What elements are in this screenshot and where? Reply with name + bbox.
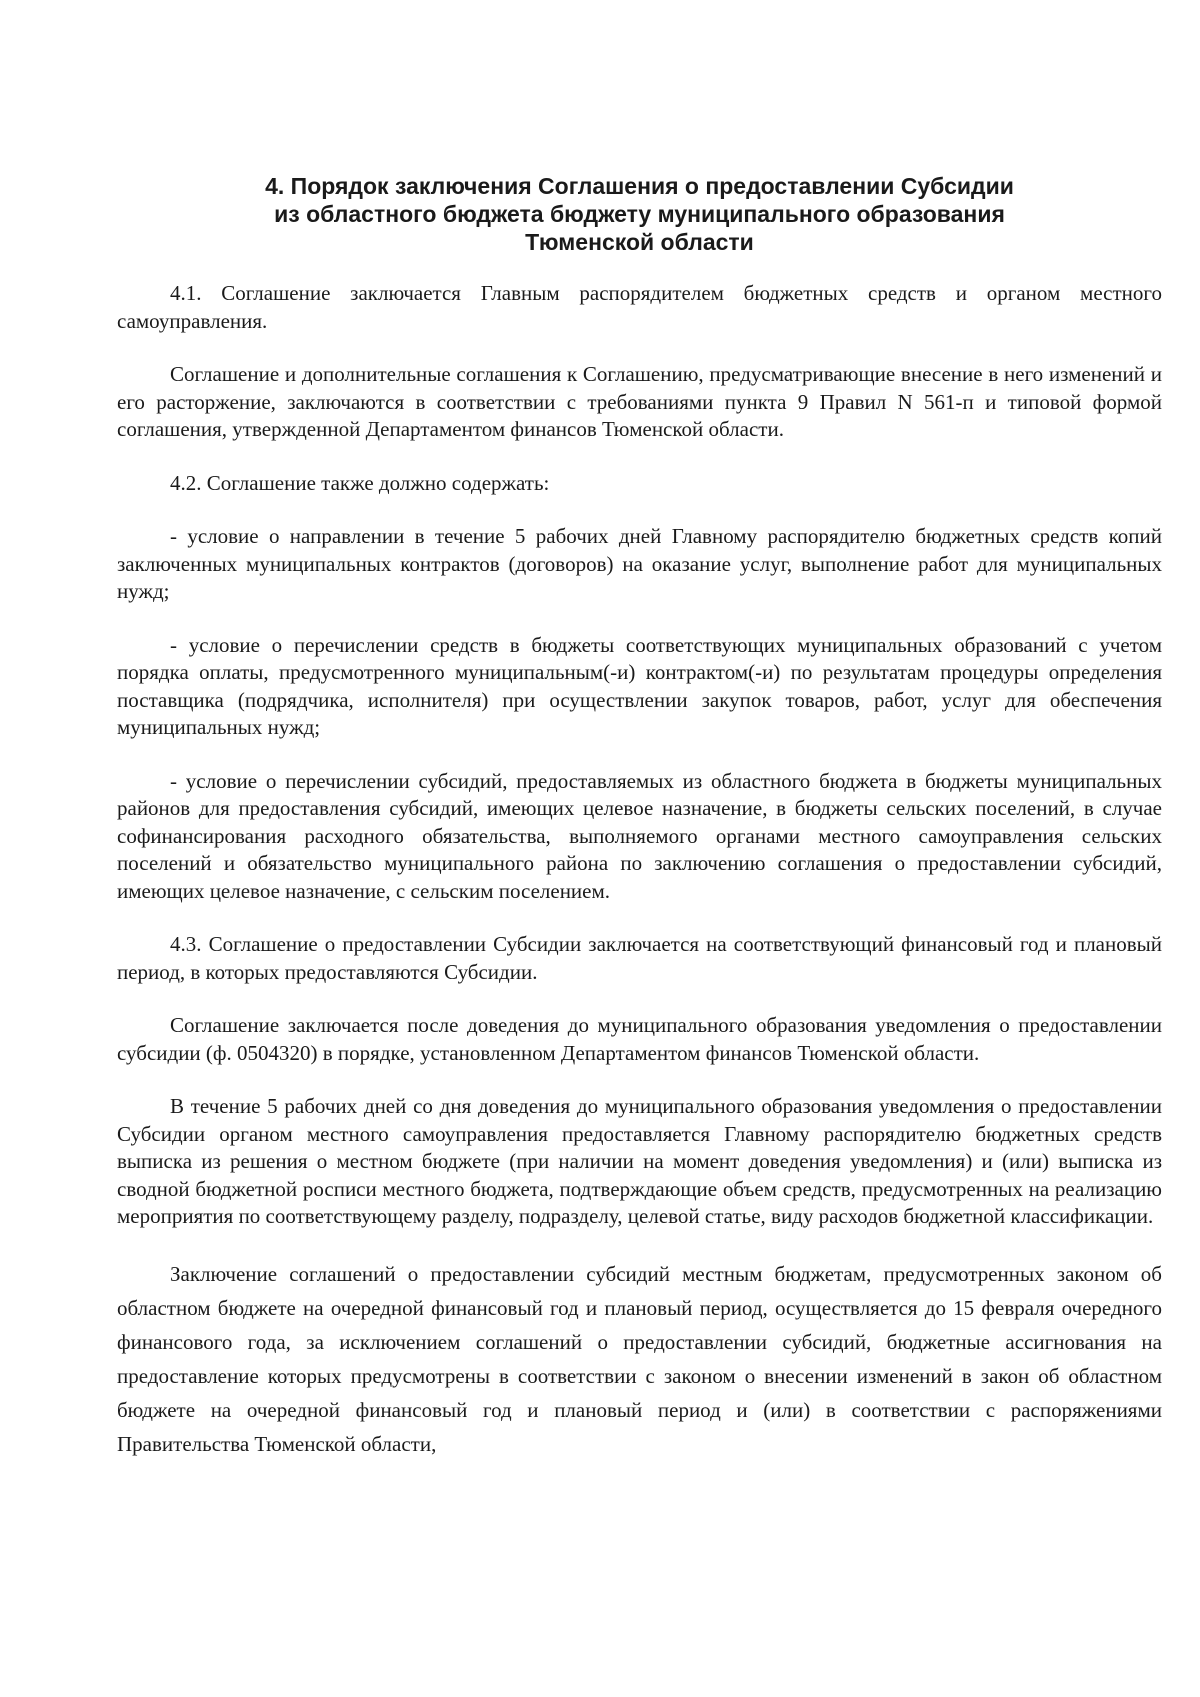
paragraph-4-1: 4.1. Соглашение заключается Главным распорядителем бюджетных средств и органом местного самоуправления.: [117, 281, 1162, 333]
section-title: [117, 172, 1162, 256]
section-title-line: из областного бюджета бюджету муниципального образования: [274, 201, 1005, 227]
paragraph-deadline: Заключение соглашений о предоставлении субсидий местным бюджетам, предусмотренных законом об областном бюджете на очередной финансовый год и плановый период, осуществляется до 15 февраля очередного финансового года, за исключением соглашений о предоставлении субсидий, бюджетные ассигнования на предоставление которых предусмотрены в соответствии с законом о внесении изменений в закон об областном бюджете на очередной финансовый год и плановый период и (или) в соответствии с распоряжениями Правительства Тюменской области,: [117, 1261, 1162, 1456]
document-page: [117, 172, 1162, 1487]
paragraph-agreement-amendments: Соглашение и дополнительные соглашения к Соглашению, предусматривающие внесение в него изменений и его расторжение, заключаются в соответствии с требованиями пункта 9 Правил N 561-п и типовой формой соглашения, утвержденной Департаментом финансов Тюменской области.: [117, 362, 1162, 441]
paragraph-condition-subsidies: - условие о перечислении субсидий, предоставляемых из областного бюджета в бюджеты муниципальных районов для предоставления субсидий, имеющих целевое назначение, в бюджеты сельских поселений, в случае софинансирования расходного обязательства, выполняемого органами местного самоуправления сельских поселений и обязательство муниципального района по заключению соглашения о предоставлении субсидий, имеющих целевое назначение, с сельским поселением.: [117, 768, 1162, 903]
paragraph-4-2: 4.2. Соглашение также должно содержать:: [170, 470, 550, 495]
paragraph-condition-contracts: - условие о направлении в течение 5 рабочих дней Главному распорядителю бюджетных средств копий заключенных муниципальных контрактов (договоров) на оказание услуг, выполнение работ для муниципальных нужд;: [117, 524, 1162, 603]
paragraph-4-3: 4.3. Соглашение о предоставлении Субсидии заключается на соответствующий финансовый год и плановый период, в которых предоставляются Субсидии.: [117, 932, 1162, 984]
paragraph-five-days: В течение 5 рабочих дней со дня доведения до муниципального образования уведомления о предоставлении Субсидии органом местного самоуправления предоставляется Главному распорядителю бюджетных средств выписка из решения о местном бюджете (при наличии на момент доведения уведомления) и (или) выписка из сводной бюджетной росписи местного бюджета, подтверждающие объем средств, предусмотренных на реализацию мероприятия по соответствующему разделу, подразделу, целевой статье, виду расходов бюджетной классификации.: [117, 1094, 1162, 1228]
paragraph-notification: Соглашение заключается после доведения до муниципального образования уведомления о предоставлении субсидии (ф. 0504320) в порядке, установленном Департаментом финансов Тюменской области.: [117, 1013, 1162, 1065]
section-title-line: Тюменской области: [525, 229, 754, 255]
paragraph-condition-transfer: - условие о перечислении средств в бюджеты соответствующих муниципальных образований с учетом порядка оплаты, предусмотренного муниципальным(-и) контрактом(-и) по результатам процедуры определения поставщика (подрядчика, исполнителя) при осуществлении закупок товаров, работ, услуг для обеспечения муниципальных нужд;: [117, 632, 1162, 739]
section-title-line: 4. Порядок заключения Соглашения о предоставлении Субсидии: [265, 173, 1014, 199]
